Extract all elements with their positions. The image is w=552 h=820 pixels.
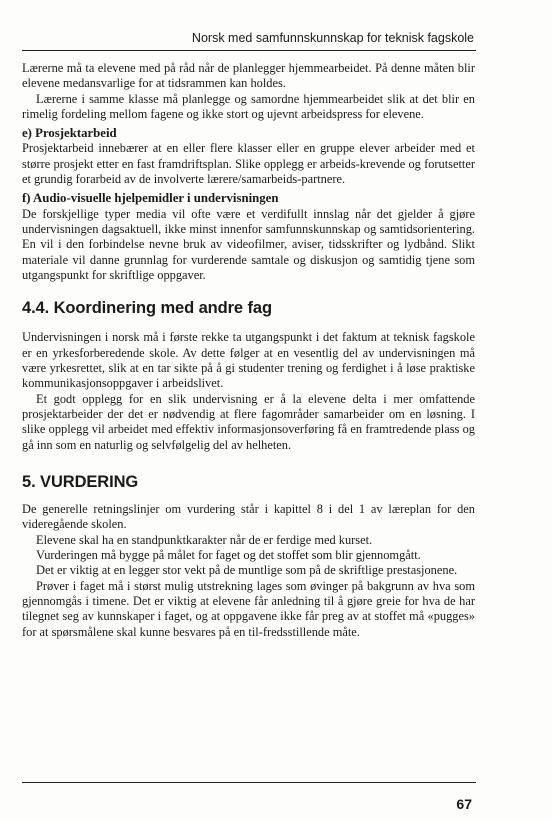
intro-paragraph: Lærerne i samme klasse må planlegge og samordne hjemmearbeidet slik at det blir en rimelig fordeling mellom fagene og ikke stort og ujevnt arbeidspress for elevene.	[22, 91, 475, 121]
body-text	[22, 61, 475, 640]
paragraph-koordinering: Et godt opplegg for en slik undervisning er å la elevene delta i mer omfattende prosjektarbeider der det er nødvendig at flere fagområder samarbeider om en løsning. I slike opplegg vil arbeidet med effektiv informasjonsoverføring få en framtredende plass og gå inn som en naturlig og selvfølgelig del av helheten.	[22, 391, 475, 452]
paragraph-koordinering: Undervisningen i norsk må i første rekke ta utgangspunkt i det faktum at teknisk fagskole er en yrkesforberedende skole. Av dette følger at en vesentlig del av undervisningen må være yrkesrettet, slik at en tar sikte på å gi studenter trening og ferdighet i å løse praktiske kommunikasjonsoppgaver i arbeidslivet.	[22, 330, 475, 391]
paragraph-vurdering: Vurderingen må bygge på målet for faget og det stoffet som blir gjennomgått.	[36, 548, 421, 563]
section-title-koordinering: 4.4. Koordinering med andre fag	[22, 299, 272, 318]
footer-rule	[22, 782, 476, 783]
section-title-vurdering: 5. VURDERING	[22, 472, 139, 491]
paragraph-prosjektarbeid: Prosjektarbeid innebærer at en eller flere klasser eller en gruppe elever arbeider med et større prosjekt etter en fast framdriftsplan. Slike opplegg er arbeids-krevende og forutsetter et grundig forarbeid av de involverte lærere/samarbeids-partnere.	[22, 141, 475, 187]
running-head: Norsk med samfunnskunnskap for teknisk fagskole	[191, 31, 474, 45]
subheading-prosjektarbeid: e) Prosjektarbeid	[22, 126, 117, 141]
page-number: 67	[456, 796, 472, 812]
header-rule	[22, 50, 476, 51]
paragraph-vurdering: Elevene skal ha en standpunktkarakter når de er ferdige med kurset.	[36, 532, 373, 547]
subheading-audio-visuelle: f) Audio-visuelle hjelpemidler i undervisningen	[22, 191, 279, 206]
intro-paragraph: Lærerne må ta elevene med på råd når de planlegger hjemmearbeidet. På denne måten blir elevene medansvarlige for at tidsrammen kan holdes.	[22, 61, 475, 91]
paragraph-vurdering: Prøver i faget må i størst mulig utstrekning lages som øvinger på bakgrunn av hva som gjennomgås i timene. Det er viktig at elevene får anledning til å gjøre greie for hva de har tilegnet seg av kunnskaper i faget, og at oppgavene ikke får preg av at stoffet må «pugges» for at spørsmålene skal kunne besvares på en til-fredsstillende måte.	[22, 578, 475, 639]
paragraph-audio-visuelle: De forskjellige typer media vil ofte være et verdifullt innslag når det gjelder å gjøre undervisningen dagsaktuell, ikke minst innenfor samfunnskunnskap og samtidsorientering. En vil i den forbindelse nevne bruk av videofilmer, aviser, tidsskrifter og lydbånd. Slikt materiale vil danne grunnlag for vurderende samtale og diskusjon og samtidig tjene som utgangspunkt for skriftlige oppgaver.	[22, 206, 475, 282]
paragraph-vurdering: De generelle retningslinjer om vurdering står i kapittel 8 i del 1 av læreplan for den videregående skolen.	[22, 502, 475, 532]
paragraph-vurdering: Det er viktig at en legger stor vekt på de muntlige som på de skriftlige prestasjonene.	[36, 563, 458, 578]
